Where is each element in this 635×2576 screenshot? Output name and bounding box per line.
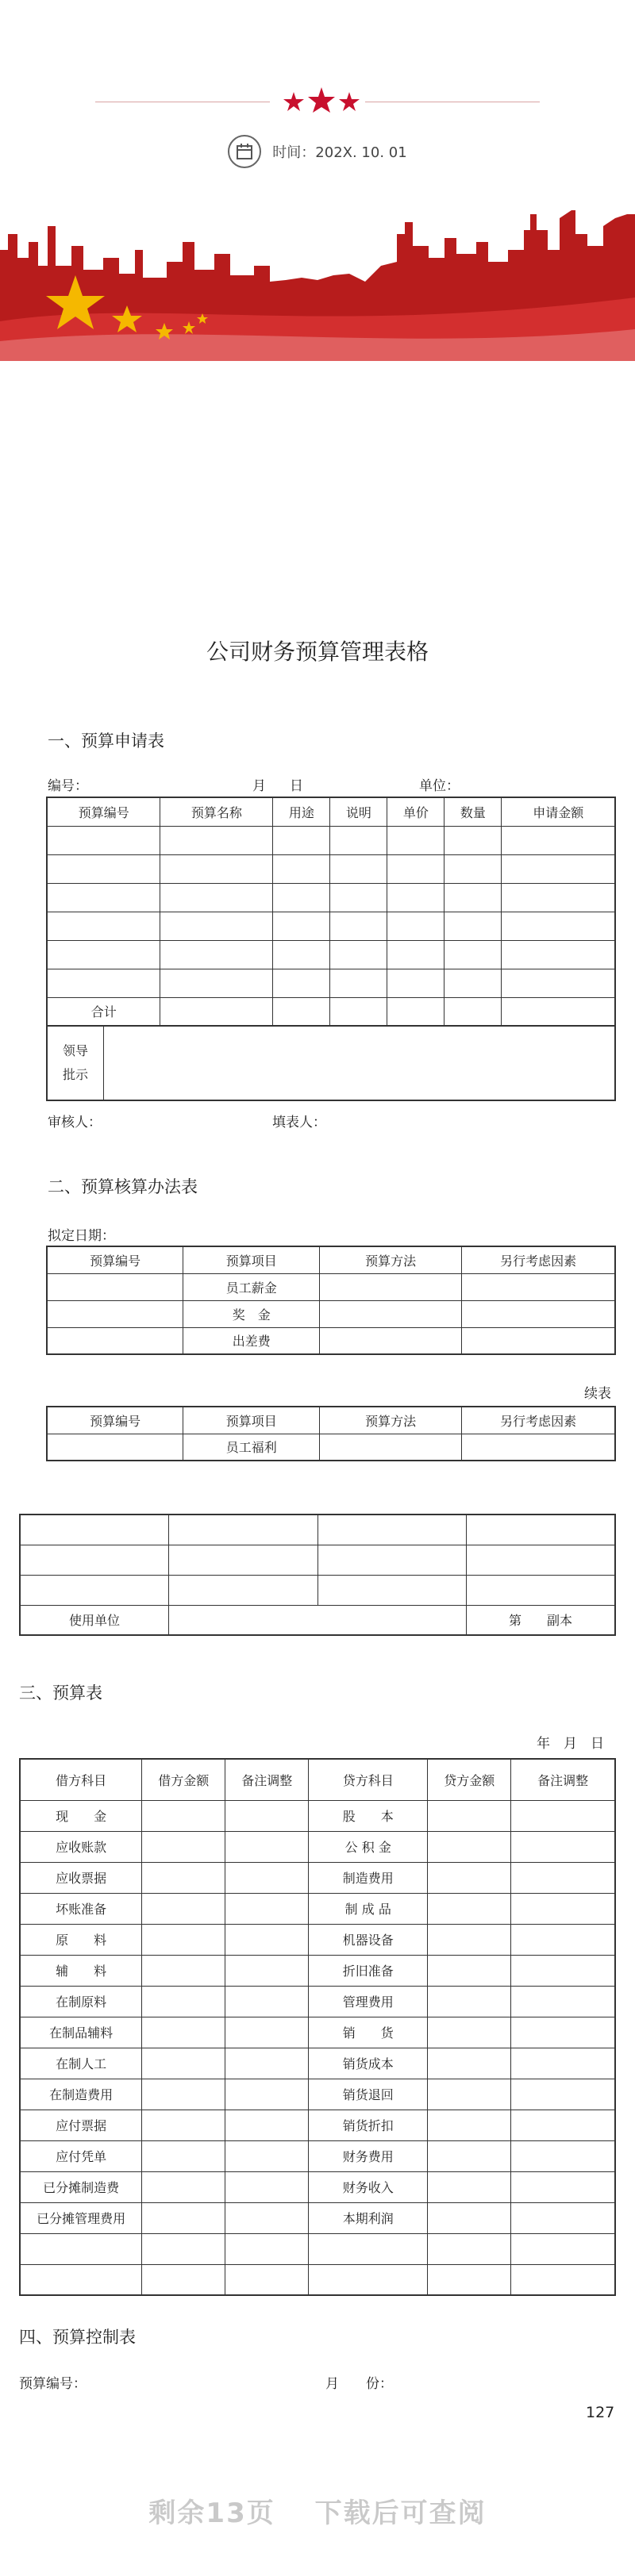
table-row — [47, 969, 615, 997]
column-header: 另行考虑因素 — [462, 1246, 615, 1273]
amount-cell — [428, 2233, 511, 2264]
amount-cell — [511, 2110, 615, 2140]
header-date: 时间：202X. 10. 01 — [272, 144, 407, 161]
debit-account: 应收票据 — [20, 1862, 142, 1893]
section2-heading: 二、预算核算办法表 — [48, 1177, 198, 1196]
column-header: 借方金额 — [142, 1759, 225, 1800]
amount-cell — [511, 2140, 615, 2171]
column-header: 预算项目 — [183, 1246, 320, 1273]
filler-label: 填表人： — [272, 1115, 326, 1131]
credit-account: 机器设备 — [309, 1924, 428, 1955]
debit-account — [20, 2233, 142, 2264]
amount-cell — [428, 1800, 511, 1831]
credit-account: 销货退回 — [309, 2079, 428, 2110]
amount-cell — [142, 2048, 225, 2079]
amount-cell — [428, 2140, 511, 2171]
credit-account: 销 货 — [309, 2017, 428, 2048]
amount-cell — [142, 1955, 225, 1986]
table-row — [20, 2110, 615, 2140]
credit-account: 本期利润 — [309, 2202, 428, 2233]
table-header-row — [47, 1246, 615, 1273]
table-row — [47, 1327, 615, 1354]
amount-cell — [511, 1924, 615, 1955]
amount-cell — [511, 2233, 615, 2264]
control-month-label: 月 份： — [325, 2376, 393, 2392]
table-row — [20, 1575, 615, 1605]
amount-cell — [225, 2264, 309, 2295]
budget-table — [19, 1758, 616, 2296]
accounting-method-table-continued — [46, 1406, 616, 1461]
draft-date-label: 拟定日期： — [48, 1228, 115, 1244]
table-row — [20, 2233, 615, 2264]
column-header: 预算编号 — [47, 797, 160, 826]
control-number-label: 预算编号： — [19, 2376, 87, 2392]
city-skyline-banner — [0, 202, 635, 361]
credit-account: 销货折扣 — [309, 2110, 428, 2140]
approval-label: 领导 批示 — [47, 1026, 104, 1100]
column-header: 预算编号 — [47, 1246, 183, 1273]
amount-cell — [142, 2264, 225, 2295]
column-header: 预算方法 — [320, 1246, 462, 1273]
amount-cell — [428, 2264, 511, 2295]
table-row — [20, 1955, 615, 1986]
amount-cell — [142, 2171, 225, 2202]
column-header: 单价 — [387, 797, 444, 826]
credit-account: 销货成本 — [309, 2048, 428, 2079]
amount-cell — [142, 2140, 225, 2171]
budget-table-body — [20, 1800, 615, 2295]
column-header: 数量 — [444, 797, 502, 826]
amount-cell — [511, 2202, 615, 2233]
section1-heading: 一、预算申请表 — [48, 731, 164, 751]
budget-application-table — [46, 797, 616, 1027]
table-row — [20, 1515, 615, 1545]
amount-cell — [225, 1924, 309, 1955]
amount-cell — [225, 2048, 309, 2079]
column-header: 备注调整 — [511, 1759, 615, 1800]
amount-cell — [428, 2171, 511, 2202]
amount-cell — [511, 2017, 615, 2048]
table-row — [20, 2202, 615, 2233]
section3-heading: 三、预算表 — [19, 1683, 102, 1703]
amount-cell — [428, 1986, 511, 2017]
table-row — [20, 1800, 615, 1831]
table-row — [20, 2140, 615, 2171]
amount-cell — [428, 2048, 511, 2079]
amount-cell — [225, 1893, 309, 1924]
budget-item: 员工福利 — [183, 1434, 320, 1461]
credit-account: 公 积 金 — [309, 1831, 428, 1862]
debit-account: 坏账准备 — [20, 1893, 142, 1924]
amount-cell — [428, 1893, 511, 1924]
amount-cell — [225, 2233, 309, 2264]
amount-cell — [225, 2110, 309, 2140]
amount-cell — [225, 2202, 309, 2233]
table-row — [47, 1273, 615, 1300]
amount-cell — [225, 1955, 309, 1986]
amount-cell — [511, 2079, 615, 2110]
column-header: 预算名称 — [160, 797, 273, 826]
amount-cell — [428, 1831, 511, 1862]
amount-cell — [225, 1800, 309, 1831]
table-row — [47, 826, 615, 854]
credit-account: 折旧准备 — [309, 1955, 428, 1986]
column-header: 贷方金额 — [428, 1759, 511, 1800]
column-header: 备注调整 — [225, 1759, 309, 1800]
amount-cell — [142, 2202, 225, 2233]
table-row — [20, 1862, 615, 1893]
amount-cell — [225, 1862, 309, 1893]
table-row — [20, 2079, 615, 2110]
approval-table — [46, 1025, 616, 1101]
day-label: 日 — [290, 778, 303, 794]
amount-cell — [428, 1924, 511, 1955]
total-label: 合计 — [47, 997, 160, 1026]
amount-cell — [142, 1924, 225, 1955]
amount-cell — [142, 1893, 225, 1924]
reviewer-label: 审核人： — [48, 1115, 102, 1131]
budget-item: 奖 金 — [183, 1300, 320, 1327]
credit-account: 管理费用 — [309, 1986, 428, 2017]
use-unit-label: 使用单位 — [20, 1605, 169, 1635]
remaining-pages-banner[interactable]: 剩余13页 下载后可查阅 — [148, 2497, 487, 2529]
amount-cell — [428, 2202, 511, 2233]
amount-cell — [511, 1862, 615, 1893]
table-row — [47, 1434, 615, 1461]
date-row — [0, 135, 635, 168]
page-number: 127 — [586, 2404, 615, 2421]
section4-heading: 四、预算控制表 — [19, 2328, 136, 2347]
amount-cell — [225, 1831, 309, 1862]
number-label: 编号： — [48, 778, 88, 794]
table-row — [47, 940, 615, 969]
credit-account: 股 本 — [309, 1800, 428, 1831]
amount-cell — [225, 2017, 309, 2048]
continued-label: 续表 — [584, 1386, 611, 1402]
year-month-day-label: 年 月 日 — [537, 1736, 604, 1752]
amount-cell — [142, 2233, 225, 2264]
amount-cell — [428, 2110, 511, 2140]
debit-account: 已分摊管理费用 — [20, 2202, 142, 2233]
amount-cell — [225, 2171, 309, 2202]
table-row — [20, 2264, 615, 2295]
unit-label: 单位： — [419, 778, 460, 794]
table-row — [20, 1831, 615, 1862]
table-row — [20, 2171, 615, 2202]
amount-cell — [225, 2140, 309, 2171]
amount-cell — [142, 2079, 225, 2110]
debit-account: 已分摊制造费 — [20, 2171, 142, 2202]
column-header: 预算编号 — [47, 1407, 183, 1434]
amount-cell — [142, 2110, 225, 2140]
debit-account: 在制造费用 — [20, 2079, 142, 2110]
accounting-method-table — [46, 1246, 616, 1355]
amount-cell — [511, 2264, 615, 2295]
column-header: 预算项目 — [183, 1407, 320, 1434]
amount-cell — [428, 1862, 511, 1893]
table-row — [20, 1924, 615, 1955]
credit-account: 制 成 品 — [309, 1893, 428, 1924]
column-header: 申请金额 — [502, 797, 615, 826]
table-header-row — [20, 1759, 615, 1800]
debit-account: 应收账款 — [20, 1831, 142, 1862]
debit-account: 辅 料 — [20, 1955, 142, 1986]
amount-cell — [142, 1831, 225, 1862]
credit-account: 财务费用 — [309, 2140, 428, 2171]
amount-cell — [511, 1800, 615, 1831]
debit-account: 应付凭单 — [20, 2140, 142, 2171]
table-row — [20, 1893, 615, 1924]
amount-cell — [511, 1955, 615, 1986]
debit-account: 原 料 — [20, 1924, 142, 1955]
month-label: 月 — [252, 778, 266, 794]
table-row — [47, 854, 615, 883]
table-header-row — [47, 1407, 615, 1434]
amount-cell — [511, 2048, 615, 2079]
debit-account: 现 金 — [20, 1800, 142, 1831]
debit-account — [20, 2264, 142, 2295]
column-header: 预算方法 — [320, 1407, 462, 1434]
column-header: 用途 — [273, 797, 330, 826]
column-header: 另行考虑因素 — [462, 1407, 615, 1434]
amount-cell — [225, 2079, 309, 2110]
amount-cell — [511, 2171, 615, 2202]
amount-cell — [428, 1955, 511, 1986]
copy-label: 第 副本 — [467, 1605, 616, 1635]
debit-account: 在制人工 — [20, 2048, 142, 2079]
table-row — [20, 1986, 615, 2017]
budget-item: 出差费 — [183, 1327, 320, 1354]
total-row — [47, 997, 615, 1026]
table-row — [20, 1605, 615, 1635]
amount-cell — [511, 1986, 615, 2017]
amount-cell — [142, 1800, 225, 1831]
amount-cell — [142, 2017, 225, 2048]
table-row — [20, 2017, 615, 2048]
amount-cell — [511, 1893, 615, 1924]
debit-account: 应付票据 — [20, 2110, 142, 2140]
table-row — [20, 2048, 615, 2079]
budget-item: 员工薪金 — [183, 1273, 320, 1300]
amount-cell — [428, 2017, 511, 2048]
credit-account — [309, 2233, 428, 2264]
credit-account: 财务收入 — [309, 2171, 428, 2202]
table-row — [47, 883, 615, 912]
amount-cell — [142, 1986, 225, 2017]
column-header: 说明 — [330, 797, 387, 826]
column-header: 借方科目 — [20, 1759, 142, 1800]
amount-cell — [428, 2079, 511, 2110]
amount-cell — [511, 1831, 615, 1862]
usage-unit-table — [19, 1514, 616, 1636]
stars-icon — [278, 86, 365, 117]
amount-cell — [225, 1986, 309, 2017]
amount-cell — [142, 1862, 225, 1893]
debit-account: 在制原料 — [20, 1986, 142, 2017]
calendar-icon — [228, 135, 261, 168]
table-row — [20, 1545, 615, 1575]
table-header-row — [47, 797, 615, 826]
table-row — [47, 912, 615, 940]
credit-account: 制造费用 — [309, 1862, 428, 1893]
column-header: 贷方科目 — [309, 1759, 428, 1800]
debit-account: 在制品辅料 — [20, 2017, 142, 2048]
document-title: 公司财务预算管理表格 — [206, 639, 429, 665]
table-row — [47, 1300, 615, 1327]
credit-account — [309, 2264, 428, 2295]
